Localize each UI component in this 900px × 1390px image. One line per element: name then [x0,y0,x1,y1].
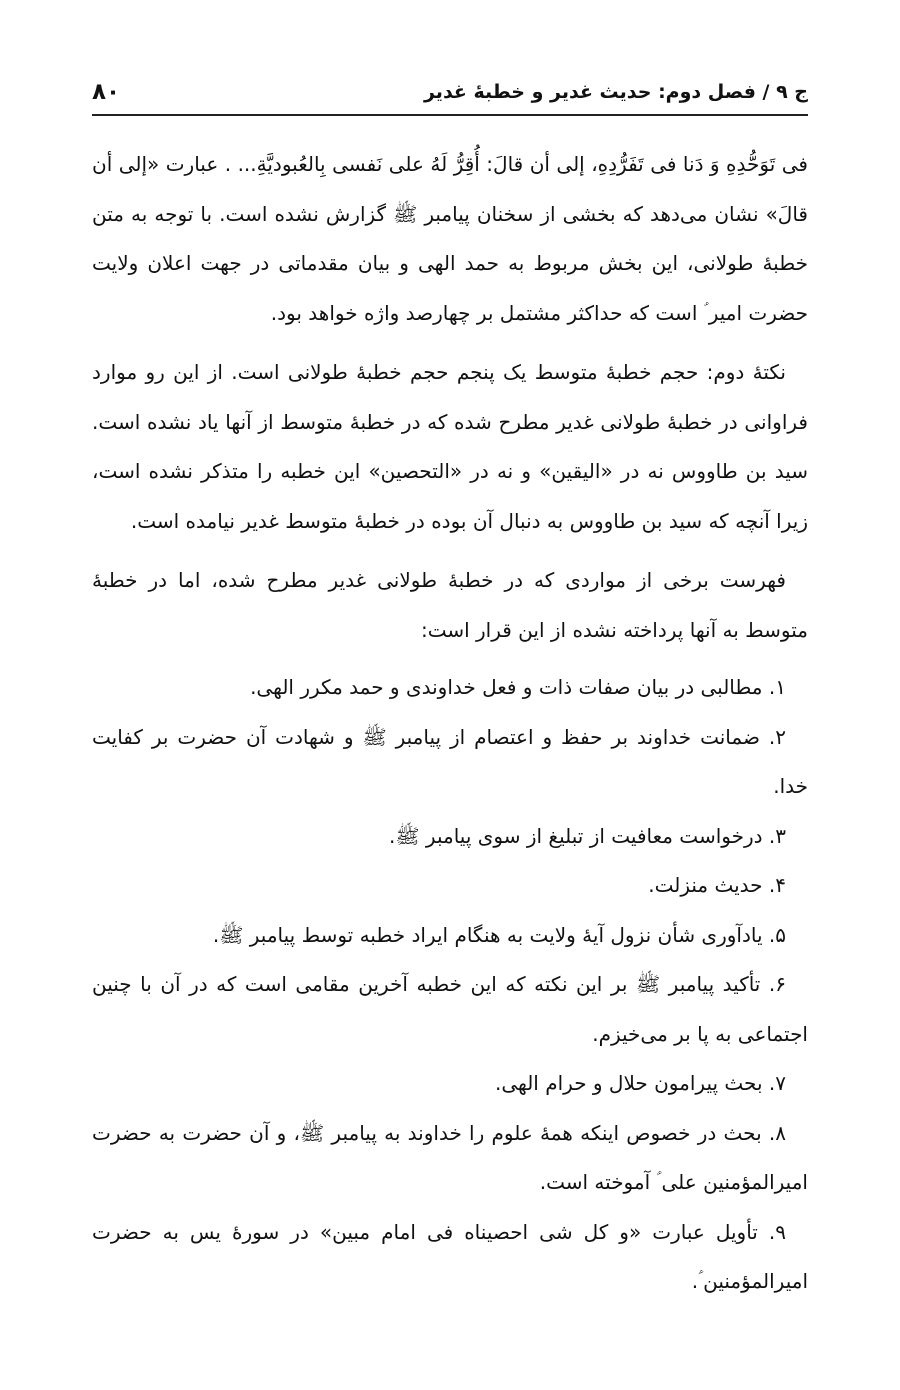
list-number: ۶. [768,972,786,996]
list-text: بحث در خصوص اینکه همۀ علوم را خداوند به پیامبر ﷺ، و آن حضرت به حضرت امیرالمؤمنین علی ؑ آموخته است. [92,1120,808,1194]
list-text: یادآوری شأن نزول آیۀ ولایت به هنگام ایراد خطبه توسط پیامبر ﷺ. [212,922,763,947]
list-number: ۷. [768,1071,786,1095]
list-number: ۵. [768,922,786,947]
header-title: ج ۹ / فصل دوم: حدیث غدیر و خطبۀ غدیر [423,81,808,103]
list-text: تأکید پیامبر ﷺ بر این نکته که این خطبه آخرین مقامی است که در آن با چنین اجتماعی به پا بر می‌خیزم. [92,972,808,1046]
running-header [92,70,808,116]
list-text: بحث پیرامون حلال و حرام الهی. [494,1071,763,1095]
body-text [92,140,808,1307]
list-number: ۲. [768,724,787,749]
points-list [92,663,808,1307]
list-item-7 [92,1059,808,1109]
list-number: ۴. [768,873,786,897]
list-item-5 [92,911,808,961]
list-item-3 [92,812,808,862]
paragraph-1: فی تَوَحُّدِهِ وَ دَنا فی تَفَرُّدِهِ، إلی أن قالَ: أُقِرُّ لَهُ علی نَفسی بِالعُبودیَّةِ... . عبارت «إلی أن قالَ» نشان می‌دهد که بخشی از سخنان پیامبر ﷺ گزارش نشده است. با توجه به متن خطبۀ طولانی، این بخش مربوط به حمد الهی و بیان مقدماتی در جهت اعلان ولایت حضرت امیر ؑ است که حداکثر مشتمل بر چهارصد واژه خواهد بود. [92,152,808,325]
list-item-2 [92,713,808,812]
list-number: ۸. [768,1120,787,1145]
list-text: تأویل عبارت «و کل شی احصیناه فی امام مبین» در سورۀ یس به حضرت امیرالمؤمنین ؑ. [92,1219,808,1293]
page-number: ۸۰ [92,79,121,105]
list-text: ضمانت خداوند بر حفظ و اعتصام از پیامبر ﷺ و شهادت آن حضرت بر کفایت خدا. [92,724,808,798]
list-item-4 [92,861,808,911]
list-number: ۳. [768,823,786,848]
list-text: مطالبی در بیان صفات ذات و فعل خداوندی و حمد مکرر الهی. [250,675,763,699]
list-number: ۹. [768,1219,787,1244]
paragraph-2: نکتۀ دوم: حجم خطبۀ متوسط یک پنجم حجم خطبۀ طولانی است. از این رو موارد فراوانی در خطبۀ طولانی غدیر مطرح شده که در خطبۀ متوسط از آنها یاد نشده است. سید بن طاووس نه در «الیقین» و نه در «التحصین» این خطبه را متذکر نشده است، زیرا آنچه که سید بن طاووس به دنبال آن بوده در خطبۀ متوسط غدیر نیامده است. [92,360,808,533]
list-text: درخواست معافیت از تبلیغ از سوی پیامبر ﷺ. [389,823,763,848]
list-item-9 [92,1208,808,1307]
list-item-6 [92,960,808,1059]
list-number: ۱. [768,675,786,699]
paragraph-3: فهرست برخی از مواردی که در خطبۀ طولانی غدیر مطرح شده، اما در خطبۀ متوسط به آنها پرداخته نشده از این قرار است: [92,568,808,642]
list-text: حدیث منزلت. [648,873,763,897]
list-item-1 [92,663,808,713]
list-item-8 [92,1109,808,1208]
